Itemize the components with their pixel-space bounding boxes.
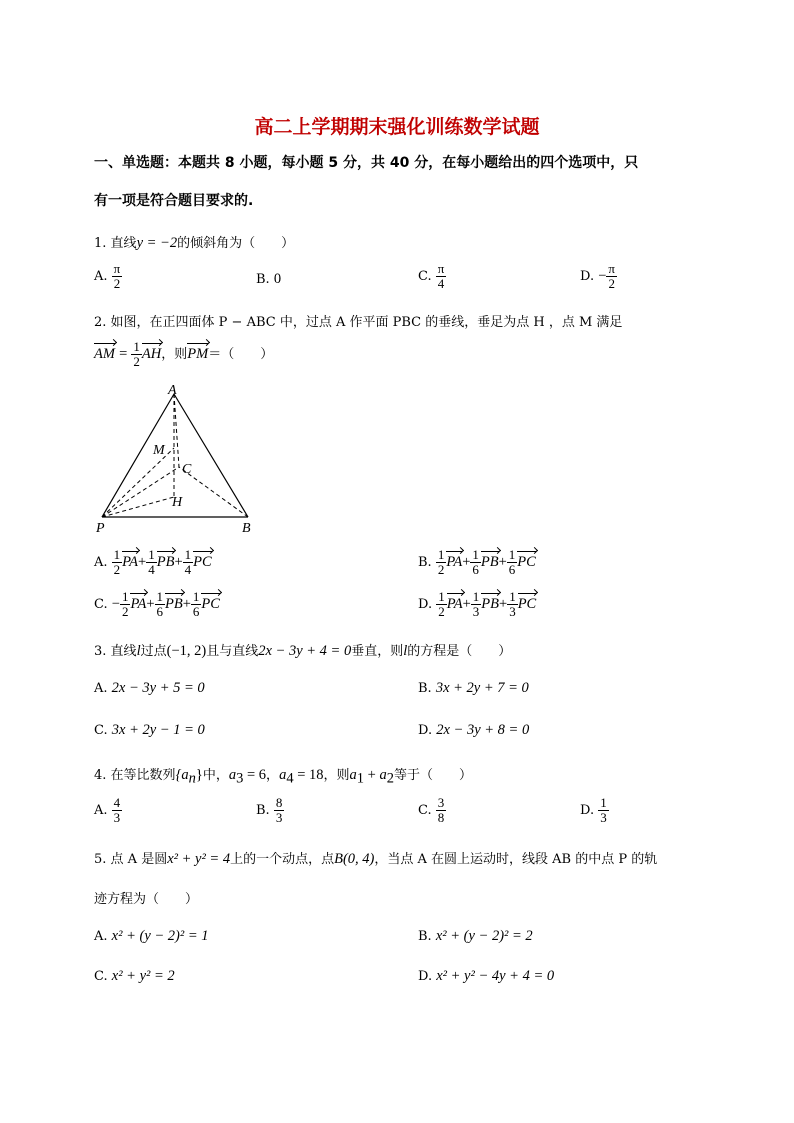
- q1-option-b[interactable]: [256, 271, 281, 288]
- question-4: 4. 在等比数列$\{a_n\}$中，$a_3 = 6$，$a_4 = 18$，则$a_1 + a_2$等于（ ）: [94, 767, 472, 787]
- edge-ac: [174, 394, 179, 467]
- q2-option-c[interactable]: C. − $\frac{1}{2}$ PA+ $\frac{1}{6}$ PB+ $\frac{1}{6}$ PC: [94, 589, 220, 619]
- section-header-line1: 一、单选题：本题共 8 小题，每小题 5 分，共 40 分，在每小题给出的四个选项中，只: [94, 155, 639, 171]
- q3-option-a[interactable]: A. 2x − 3y + 5 = 0: [94, 680, 205, 696]
- q5-option-c[interactable]: C. x² + y² = 2: [94, 968, 175, 984]
- option-label: A.: [94, 681, 108, 696]
- q4-option-a[interactable]: A. $\frac{4}{3}$: [94, 795, 121, 825]
- section-header-line2: 有一项是符合题目要求的.: [94, 193, 254, 209]
- question-5-line2: 迹方程为（ ）: [94, 892, 199, 907]
- fraction: $\frac{\pi}{4}$: [437, 261, 445, 291]
- question-2: [94, 311, 622, 330]
- fraction: $\frac{\pi}{2}$: [113, 261, 121, 291]
- option-label: A.: [94, 269, 108, 284]
- q2-number: 2.: [94, 315, 107, 330]
- q2-text-line1: 如图，在正四面体 P − ABC 中，过点 A 作平面 PBC 的垂线，垂足为点 H ，点 M 满足: [110, 315, 623, 330]
- label-h: H: [172, 495, 183, 510]
- q4-option-b[interactable]: B. $\frac{8}{3}$: [256, 795, 283, 825]
- option-label: A.: [94, 803, 108, 818]
- page-title: 高二上学期期末强化训练数学试题: [254, 116, 540, 138]
- q2-text-comma: ，则: [161, 347, 188, 362]
- q3-option-c[interactable]: C. 3x + 2y − 1 = 0: [94, 722, 205, 738]
- q1-equation: y = −2: [136, 235, 178, 251]
- option-label: A.: [94, 929, 108, 944]
- option-value: 0: [273, 271, 282, 287]
- q5-number: 5.: [94, 852, 107, 867]
- q1-option-a[interactable]: [94, 262, 122, 291]
- q1-option-d[interactable]: [580, 262, 617, 291]
- option-label: D.: [418, 723, 433, 738]
- option-label: C.: [94, 597, 108, 612]
- q3-number: 3.: [94, 644, 107, 659]
- label-a: A: [168, 384, 177, 398]
- q5-option-a[interactable]: A. x² + (y − 2)² = 1: [94, 928, 209, 944]
- label-m: M: [153, 443, 165, 458]
- option-label: D.: [580, 803, 595, 818]
- q1-text-pre: 直线: [110, 236, 137, 251]
- label-p: P: [96, 521, 105, 536]
- question-1: [94, 232, 294, 252]
- q1-number: 1.: [94, 236, 107, 251]
- minus-sign: −: [598, 268, 607, 284]
- question-5: 5. 点 A 是圆x² + y² = 4上的一个动点，点B(0, 4)，当点 A 在圆上运动时，线段 AB 的中点 P 的轨: [94, 851, 658, 867]
- label-c: C: [182, 462, 192, 477]
- fraction: $\frac{\pi}{2}$: [608, 261, 615, 291]
- option-label: B.: [256, 803, 270, 818]
- q5-option-b[interactable]: B. x² + (y − 2)² = 2: [418, 928, 533, 944]
- tetrahedron-diagram: [94, 384, 264, 536]
- q5-option-d[interactable]: D. x² + y² − 4y + 4 = 0: [418, 968, 555, 984]
- q1-option-c[interactable]: [418, 262, 446, 291]
- option-label: B.: [418, 555, 432, 570]
- q4-option-c[interactable]: C. $\frac{3}{8}$: [418, 795, 445, 825]
- option-label: B.: [418, 929, 432, 944]
- q4-option-d[interactable]: D. $\frac{1}{3}$: [580, 795, 607, 825]
- option-label: B.: [256, 272, 270, 287]
- option-label: C.: [94, 969, 108, 984]
- vector-pm: PM: [187, 346, 209, 362]
- q3-option-b[interactable]: B. 3x + 2y + 7 = 0: [418, 680, 529, 696]
- q2-option-a[interactable]: A. $\frac{1}{2}$ PA+ $\frac{1}{4}$ PB+ $\frac{1}{4}$ PC: [94, 547, 212, 577]
- fraction-half: $\frac{1}{2}$: [133, 339, 140, 369]
- edge-ab: [174, 394, 248, 517]
- option-label: C.: [418, 269, 432, 284]
- q1-text-post: 的倾斜角为（ ）: [177, 236, 295, 251]
- q2-option-d[interactable]: D. $\frac{1}{2}$ PA+ $\frac{1}{3}$ PB+ $\frac{1}{3}$ PC: [418, 589, 537, 619]
- q4-number: 4.: [94, 768, 107, 783]
- q3-option-d[interactable]: D. 2x − 3y + 8 = 0: [418, 722, 530, 738]
- edge-pc: [102, 467, 179, 517]
- label-b: B: [242, 521, 251, 536]
- question-2-line2: AM = $\frac{1}{2}$ AH，则PM＝（ ）: [94, 339, 274, 369]
- q2-option-b[interactable]: B. $\frac{1}{2}$ PA+ $\frac{1}{6}$ PB+ $\frac{1}{6}$ PC: [418, 547, 536, 577]
- option-label: C.: [418, 803, 432, 818]
- option-label: A.: [94, 555, 108, 570]
- question-3: 3. 直线l过点(−1, 2)且与直线2x − 3y + 4 = 0垂直，则l的方程是（ ）: [94, 643, 512, 659]
- option-label: D.: [580, 269, 595, 284]
- option-label: D.: [418, 597, 433, 612]
- option-label: C.: [94, 723, 108, 738]
- option-label: B.: [418, 681, 432, 696]
- q2-text-end: ＝（ ）: [208, 347, 274, 362]
- option-label: D.: [418, 969, 433, 984]
- vector-ah: AH: [141, 346, 162, 362]
- vector-am: AM: [94, 346, 115, 362]
